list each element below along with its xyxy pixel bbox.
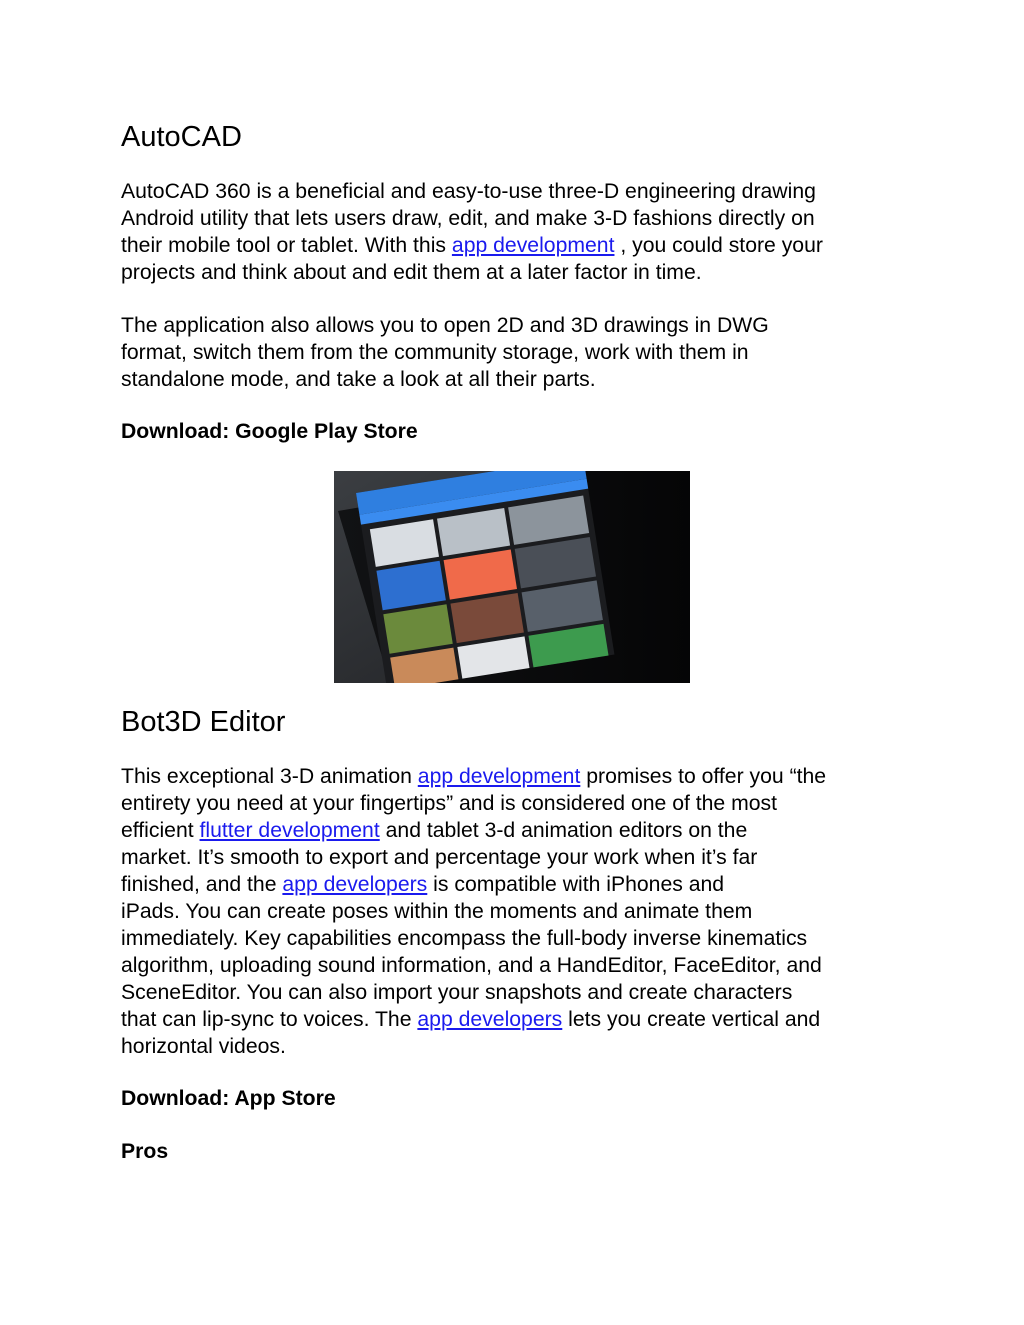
text-run: their mobile tool or tablet. With this	[121, 234, 452, 257]
text-line: entirety you need at your fingertips” and is considered one of the most	[121, 792, 778, 815]
text-run: This exceptional 3-D animation	[121, 765, 418, 788]
text-run: that can lip-sync to voices. The	[121, 1008, 418, 1031]
download-app-store: Download: App Store	[121, 1087, 336, 1110]
text-run: promises to offer you “the	[580, 765, 827, 788]
text-run: finished, and the	[121, 873, 283, 896]
paragraph-autocad-features	[121, 312, 911, 393]
tablet-app-photo	[334, 471, 690, 683]
text-line	[121, 871, 911, 898]
app-developers-link[interactable]: app developers	[282, 873, 428, 896]
text-run: is compatible with iPhones and	[427, 873, 725, 896]
app-development-link[interactable]: app development	[451, 234, 615, 257]
paragraph-bot3d	[121, 763, 911, 1060]
text-line: format, switch them from the community storage, work with them in	[121, 341, 749, 364]
text-line	[121, 817, 911, 844]
text-line: Android utility that lets users draw, edit, and make 3-D fashions directly on	[121, 207, 815, 230]
text-line: The application also allows you to open 2D and 3D drawings in DWG	[121, 314, 769, 337]
text-line: horizontal videos.	[121, 1035, 286, 1058]
text-line: market. It’s smooth to export and percentage your work when it’s far	[121, 846, 758, 869]
text-line	[121, 232, 911, 259]
section-heading-autocad: AutoCAD	[121, 121, 242, 153]
text-line: immediately. Key capabilities encompass the full-body inverse kinematics	[121, 927, 808, 950]
text-run: lets you create vertical and	[562, 1008, 821, 1031]
text-line	[121, 1006, 911, 1033]
text-run: , you could store your	[614, 234, 823, 257]
app-development-link[interactable]: app development	[417, 765, 581, 788]
paragraph-autocad-intro	[121, 178, 911, 286]
flutter-development-link[interactable]: flutter development	[199, 819, 380, 842]
text-run: and tablet 3-d animation editors on the	[379, 819, 748, 842]
text-line: AutoCAD 360 is a beneficial and easy-to-use three-D engineering drawing	[121, 180, 816, 203]
text-line	[121, 763, 911, 790]
text-line: SceneEditor. You can also import your snapshots and create characters	[121, 981, 793, 1004]
text-run: efficient	[121, 819, 200, 842]
tablet-illustration	[334, 471, 690, 683]
section-heading-bot3d: Bot3D Editor	[121, 706, 286, 738]
download-google-play: Download: Google Play Store	[121, 420, 418, 443]
text-line: iPads. You can create poses within the moments and animate them	[121, 900, 753, 923]
text-line: projects and think about and edit them at a later factor in time.	[121, 261, 702, 284]
pros-heading: Pros	[121, 1140, 169, 1163]
text-line: standalone mode, and take a look at all their parts.	[121, 368, 596, 391]
text-line: algorithm, uploading sound information, and a HandEditor, FaceEditor, and	[121, 954, 822, 977]
app-developers-link[interactable]: app developers	[417, 1008, 563, 1031]
